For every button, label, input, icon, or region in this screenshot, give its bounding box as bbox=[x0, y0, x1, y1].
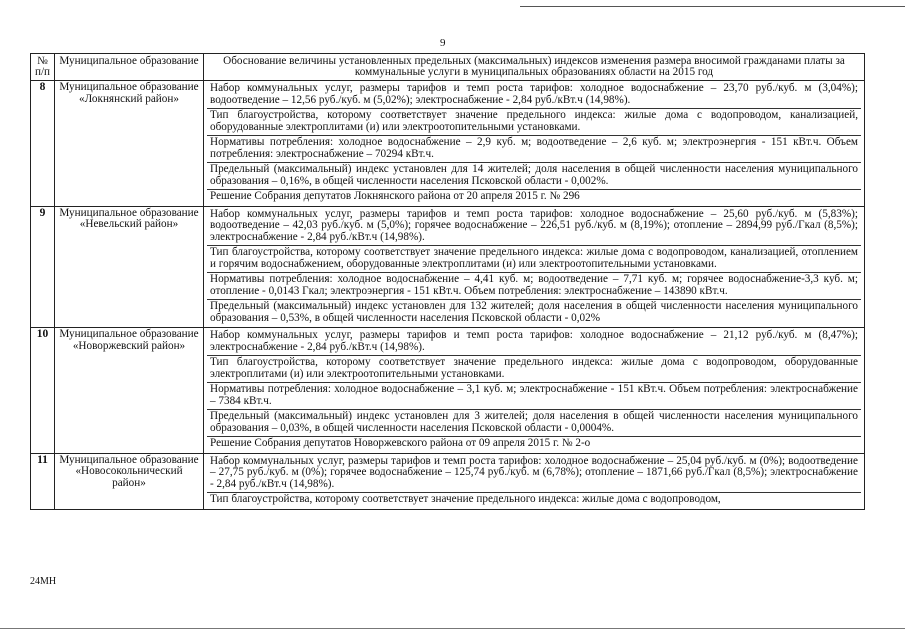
justification-paragraph: Решение Собрания депутатов Локнянского района от 20 апреля 2015 г. № 296 bbox=[210, 190, 580, 202]
page-number: 9 bbox=[440, 37, 446, 49]
scan-edge-top bbox=[520, 6, 905, 7]
justification-paragraph: Набор коммунальных услуг, размеры тарифов и темп роста тарифов: холодное водоснабжение – 25,60 руб./куб. м (5,83%); водоотведение – 42,03 руб./куб. м (5,0%); горячее водоснабжение – 226,51 руб./куб. м (8,19%); отопление – 2894,99 руб./Гкал (8,5%); электроснабжение - 2,84 руб./кВт.ч (14,98%). bbox=[207, 208, 861, 247]
header-municipality: Муниципальное образование bbox=[55, 54, 204, 81]
row-municipality: Муниципальное образование «Новосокольнический район» bbox=[55, 453, 204, 509]
scan-edge-bottom bbox=[0, 628, 905, 629]
justification-paragraph: Предельный (максимальный) индекс установлен для 14 жителей; доля населения в общей численности населения муниципального образования – 0,16%, в общей численности населения Псковской области - 0,002%. bbox=[207, 163, 861, 190]
row-number: 10 bbox=[31, 328, 55, 454]
footer-code: 24МН bbox=[30, 576, 57, 587]
justification-paragraph: Нормативы потребления: холодное водоснабжение – 2,9 куб. м; водоотведение – 2,6 куб. м; электроэнергия - 151 кВт.ч. Объем потребления: электроснабжение – 70294 кВт.ч. bbox=[207, 136, 861, 163]
row-justification bbox=[204, 81, 865, 207]
justification-paragraph: Набор коммунальных услуг, размеры тарифов и темп роста тарифов: холодное водоснабжение – 21,12 руб./куб. м (8,47%); электроснабжение - 2,84 руб./кВт.ч (14,98%). bbox=[207, 329, 861, 356]
row-justification bbox=[204, 328, 865, 454]
table-row bbox=[31, 81, 865, 207]
row-municipality: Муниципальное образование «Локнянский район» bbox=[55, 81, 204, 207]
justification-paragraph: Набор коммунальных услуг, размеры тарифов и темп роста тарифов: холодное водоснабжение – 23,70 руб./куб. м (3,04%); водоотведение – 12,56 руб./куб. м (5,02%); электроснабжение - 2,84 руб./кВт.ч (14,98%). bbox=[207, 82, 861, 109]
row-justification bbox=[204, 453, 865, 509]
row-municipality: Муниципальное образование «Новоржевский район» bbox=[55, 328, 204, 454]
justification-paragraph: Нормативы потребления: холодное водоснабжение – 4,41 куб. м; водоотведение – 7,71 куб. м; горячее водоснабжение-3,3 куб. м; отопление - 0,0143 Гкал; электроэнергия - 151 кВт.ч. Объем потребления: электроснабжение – 143890 кВт.ч. bbox=[207, 273, 861, 300]
table-row bbox=[31, 328, 865, 454]
justification-paragraph: Предельный (максимальный) индекс установлен для 3 жителей; доля населения в общей численности населения муниципального образования – 0,03%, в общей численности населения Псковской области - 0,0004%. bbox=[207, 410, 861, 437]
justification-paragraph: Нормативы потребления: холодное водоснабжение – 3,1 куб. м; электроснабжение - 151 кВт.ч. Объем потребления: электроснабжение – 7384 кВт.ч. bbox=[207, 383, 861, 410]
justification-paragraph: Решение Собрания депутатов Новоржевского района от 09 апреля 2015 г. № 2-о bbox=[210, 437, 591, 449]
justification-paragraph: Тип благоустройства, которому соответствует значение предельного индекса: жилые дома с водопроводом, канализацией, отоплением и горячим водоснабжением, оборудованные электроплитами (и) или электроотопительными установками. bbox=[207, 246, 861, 273]
justification-paragraph: Набор коммунальных услуг, размеры тарифов и темп роста тарифов: холодное водоснабжение – 25,04 руб./куб. м (0%); водоотведение – 27,75 руб./куб. м (0%); горячее водоснабжение – 125,74 руб./куб. м (6,78%); отопление – 1871,66 руб./Гкал (8,5%); электроснабжение - 2,84 руб./кВт.ч (14,98%). bbox=[207, 455, 861, 494]
table-body bbox=[31, 81, 865, 510]
justification-paragraph: Тип благоустройства, которому соответствует значение предельного индекса: жилые дома с водопроводом, bbox=[210, 493, 721, 505]
table-row bbox=[31, 453, 865, 509]
row-number: 11 bbox=[31, 453, 55, 509]
row-justification bbox=[204, 206, 865, 328]
row-number: 8 bbox=[31, 81, 55, 207]
row-number: 9 bbox=[31, 206, 55, 328]
row-municipality: Муниципальное образование «Невельский район» bbox=[55, 206, 204, 328]
indices-table bbox=[30, 53, 865, 510]
header-justification: Обоснование величины установленных предельных (максимальных) индексов изменения размера вносимой гражданами платы за коммунальные услуги в муниципальных образованиях области на 2015 год bbox=[204, 54, 865, 81]
justification-paragraph: Тип благоустройства, которому соответствует значение предельного индекса: жилые дома с водопроводом, канализацией, оборудованные электроплитами (и) или электроотопительными установками. bbox=[207, 109, 861, 136]
header-num: № п/п bbox=[31, 54, 55, 81]
table-row bbox=[31, 206, 865, 328]
justification-paragraph: Предельный (максимальный) индекс установлен для 132 жителей; доля населения в общей численности населения муниципального образования – 0,53%, в общей численности населения Псковской области - 0,02% bbox=[210, 300, 858, 324]
justification-paragraph: Тип благоустройства, которому соответствует значение предельного индекса: жилые дома с водопроводом, оборудованные электроплитами (и) или электроотопительными установками. bbox=[207, 356, 861, 383]
table-header-row bbox=[31, 54, 865, 81]
